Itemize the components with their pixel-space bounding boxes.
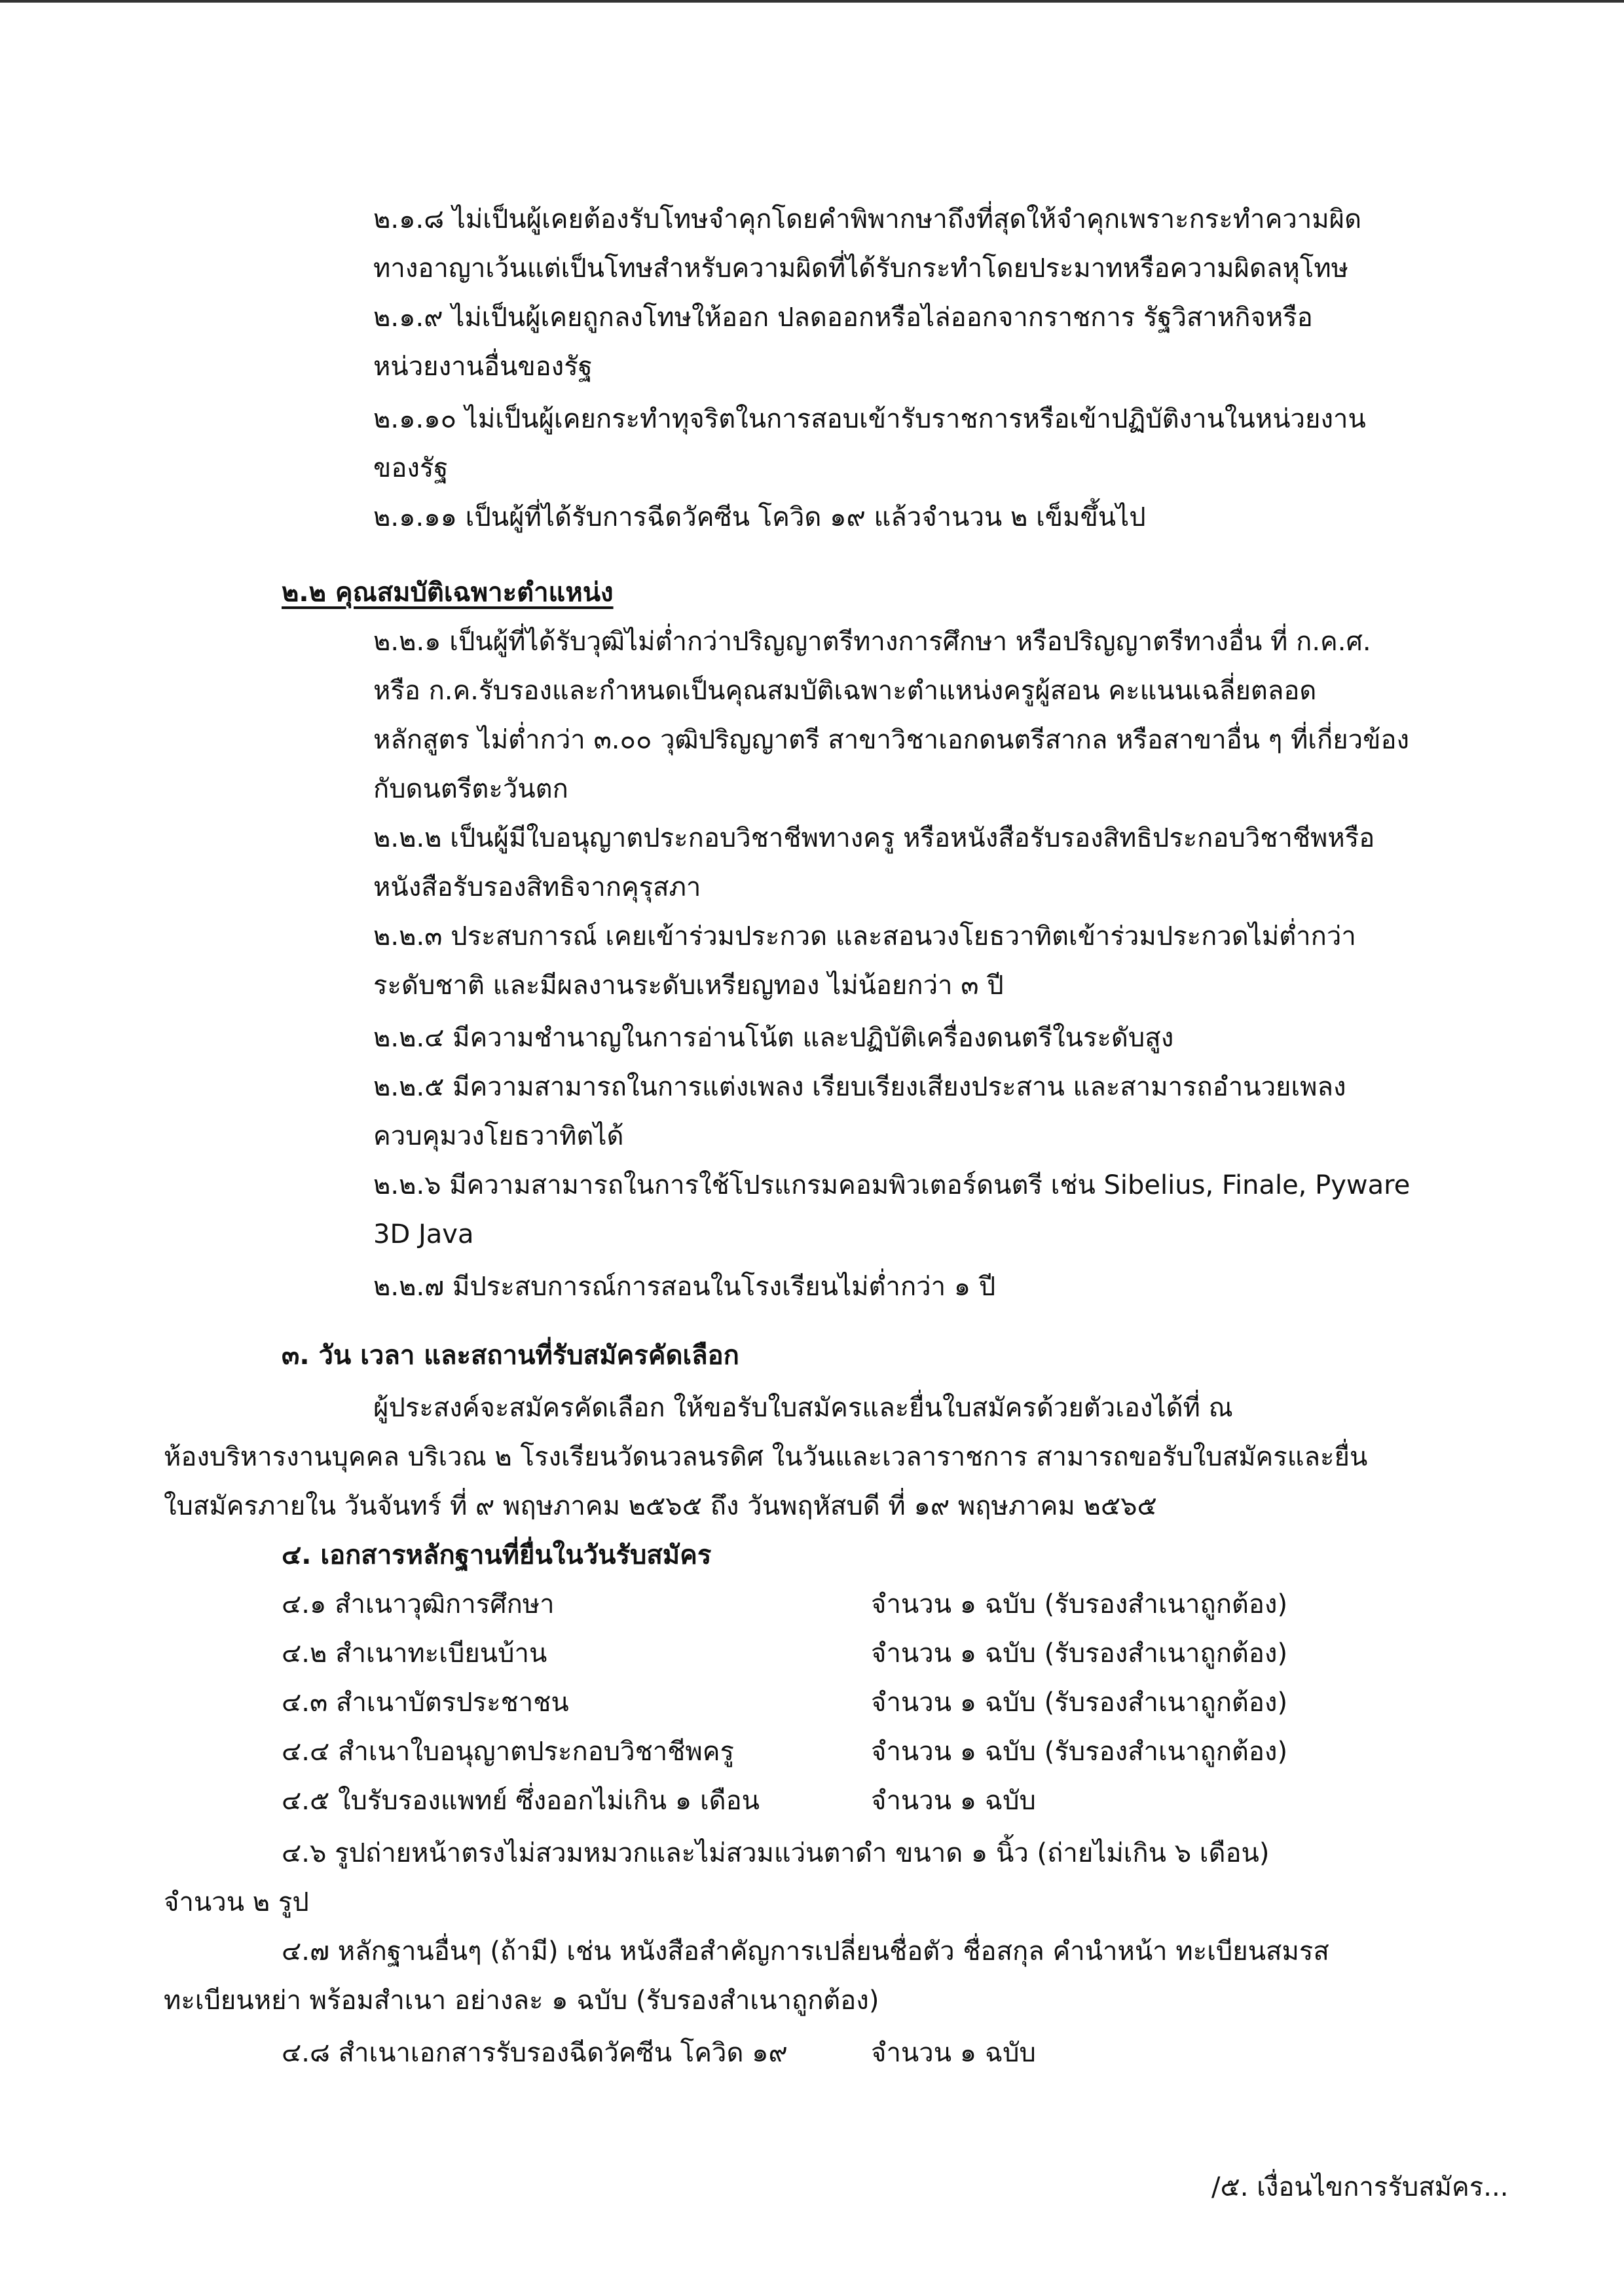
section-2-2-heading: ๒.๒ คุณสมบัติเฉพาะตำแหน่ง <box>282 578 614 608</box>
item-2-2-2-line-2: หนังสือรับรองสิทธิจากคุรุสภา <box>373 872 701 902</box>
item-2-2-5-line-1: ๒.๒.๕ มีความสามารถในการแต่งเพลง เรียบเรียงเสียงประสาน และสามารถอำนวยเพลง <box>373 1072 1346 1102</box>
item-2-1-8-line-1: ๒.๑.๘ ไม่เป็นผู้เคยต้องรับโทษจำคุกโดยคำพิพากษาถึงที่สุดให้จำคุกเพราะกระทำความผิด <box>373 204 1362 234</box>
doc-item-4-7-line-2: ทะเบียนหย่า พร้อมสำเนา อย่างละ ๑ ฉบับ (รับรองสำเนาถูกต้อง) <box>164 1986 879 2016</box>
doc-item-quantity: จำนวน ๑ ฉบับ <box>871 2038 1036 2068</box>
item-2-2-6-line-1: ๒.๒.๖ มีความสามารถในการใช้โปรแกรมคอมพิวเตอร์ดนตรี เช่น Sibelius, Finale, Pyware <box>373 1170 1411 1200</box>
top-border-line <box>0 0 1624 3</box>
doc-item-quantity: จำนวน ๑ ฉบับ (รับรองสำเนาถูกต้อง) <box>871 1688 1288 1718</box>
section-3-line-2: ห้องบริหารงานบุคคล บริเวณ ๒ โรงเรียนวัดนวลนรดิศ ในวันและเวลาราชการ สามารถขอรับใบสมัครและยื่น <box>164 1442 1368 1472</box>
doc-item-quantity: จำนวน ๑ ฉบับ <box>871 1786 1036 1816</box>
doc-item-quantity: จำนวน ๑ ฉบับ (รับรองสำเนาถูกต้อง) <box>871 1737 1288 1767</box>
item-2-2-5-line-2: ควบคุมวงโยธวาทิตได้ <box>373 1121 624 1151</box>
section-3-heading: ๓. วัน เวลา และสถานที่รับสมัครคัดเลือก <box>282 1340 739 1371</box>
doc-item-4-6-line-1: ๔.๖ รูปถ่ายหน้าตรงไม่สวมหมวกและไม่สวมแว่นตาดำ ขนาด ๑ นิ้ว (ถ่ายไม่เกิน ๖ เดือน) <box>282 1838 1270 1868</box>
item-2-1-9-line-1: ๒.๑.๙ ไม่เป็นผู้เคยถูกลงโทษให้ออก ปลดออกหรือไล่ออกจากราชการ รัฐวิสาหกิจหรือ <box>373 303 1313 333</box>
item-2-1-10-line-1: ๒.๑.๑๐ ไม่เป็นผู้เคยกระทำทุจริตในการสอบเข้ารับราชการหรือเข้าปฏิบัติงานในหน่วยงาน <box>373 404 1366 434</box>
next-page-indicator: /๕. เงื่อนไขการรับสมัคร... <box>1211 2172 1509 2202</box>
item-2-2-1-line-2: หรือ ก.ค.รับรองและกำหนดเป็นคุณสมบัติเฉพาะตำแหน่งครูผู้สอน คะแนนเฉลี่ยตลอด <box>373 676 1317 706</box>
item-2-2-6-line-2: 3D Java <box>373 1219 474 1249</box>
item-2-1-11: ๒.๑.๑๑ เป็นผู้ที่ได้รับการฉีดวัคซีน โควิด ๑๙ แล้วจำนวน ๒ เข็มขึ้นไป <box>373 502 1146 532</box>
doc-item-quantity: จำนวน ๑ ฉบับ (รับรองสำเนาถูกต้อง) <box>871 1638 1288 1669</box>
item-2-2-7: ๒.๒.๗ มีประสบการณ์การสอนในโรงเรียนไม่ต่ำกว่า ๑ ปี <box>373 1272 996 1302</box>
item-2-2-3-line-2: ระดับชาติ และมีผลงานระดับเหรียญทอง ไม่น้อยกว่า ๓ ปี <box>373 970 1004 1001</box>
item-2-2-3-line-1: ๒.๒.๓ ประสบการณ์ เคยเข้าร่วมประกวด และสอนวงโยธวาทิตเข้าร่วมประกวดไม่ต่ำกว่า <box>373 921 1356 952</box>
section-3-line-3: ใบสมัครภายใน วันจันทร์ ที่ ๙ พฤษภาคม ๒๕๖๕ ถึง วันพฤหัสบดี ที่ ๑๙ พฤษภาคม ๒๕๖๕ <box>164 1491 1157 1521</box>
item-2-1-8-line-2: ทางอาญาเว้นแต่เป็นโทษสำหรับความผิดที่ได้รับกระทำโดยประมาทหรือความผิดลหุโทษ <box>373 253 1349 284</box>
section-3-line-1: ผู้ประสงค์จะสมัครคัดเลือก ให้ขอรับใบสมัครและยื่นใบสมัครด้วยตัวเองได้ที่ ณ <box>373 1393 1233 1423</box>
doc-item-label: ๔.๑ สำเนาวุฒิการศึกษา <box>282 1589 555 1619</box>
doc-item-label: ๔.๘ สำเนาเอกสารรับรองฉีดวัคซีน โควิด ๑๙ <box>282 2038 788 2068</box>
doc-item-label: ๔.๒ สำเนาทะเบียนบ้าน <box>282 1638 547 1669</box>
item-2-2-2-line-1: ๒.๒.๒ เป็นผู้มีใบอนุญาตประกอบวิชาชีพทางครู หรือหนังสือรับรองสิทธิประกอบวิชาชีพหรือ <box>373 823 1375 853</box>
item-2-1-10-line-2: ของรัฐ <box>373 453 449 483</box>
section-4-heading: ๔. เอกสารหลักฐานที่ยื่นในวันรับสมัคร <box>282 1540 712 1570</box>
item-2-1-9-line-2: หน่วยงานอื่นของรัฐ <box>373 352 593 382</box>
doc-item-label: ๔.๔ สำเนาใบอนุญาตประกอบวิชาชีพครู <box>282 1737 734 1767</box>
doc-item-label: ๔.๓ สำเนาบัตรประชาชน <box>282 1688 569 1718</box>
doc-item-label: ๔.๕ ใบรับรองแพทย์ ซึ่งออกไม่เกิน ๑ เดือน <box>282 1786 760 1816</box>
item-2-2-4: ๒.๒.๔ มีความชำนาญในการอ่านโน้ต และปฏิบัติเครื่องดนตรีในระดับสูง <box>373 1023 1174 1053</box>
doc-item-4-6-line-2: จำนวน ๒ รูป <box>164 1887 309 1917</box>
doc-item-4-7-line-1: ๔.๗ หลักฐานอื่นๆ (ถ้ามี) เช่น หนังสือสำคัญการเปลี่ยนชื่อตัว ชื่อสกุล คำนำหน้า ทะเบียนสมรส <box>282 1936 1329 1967</box>
item-2-2-1-line-1: ๒.๒.๑ เป็นผู้ที่ได้รับวุฒิไม่ต่ำกว่าปริญญาตรีทางการศึกษา หรือปริญญาตรีทางอื่น ที่ ก.ค.ศ. <box>373 627 1371 657</box>
item-2-2-1-line-3: หลักสูตร ไม่ต่ำกว่า ๓.๐๐ วุฒิปริญญาตรี สาขาวิชาเอกดนตรีสากล หรือสาขาอื่น ๆ ที่เกี่ยวข้อง <box>373 725 1409 755</box>
item-2-2-1-line-4: กับดนตรีตะวันตก <box>373 774 568 804</box>
doc-item-quantity: จำนวน ๑ ฉบับ (รับรองสำเนาถูกต้อง) <box>871 1589 1288 1619</box>
